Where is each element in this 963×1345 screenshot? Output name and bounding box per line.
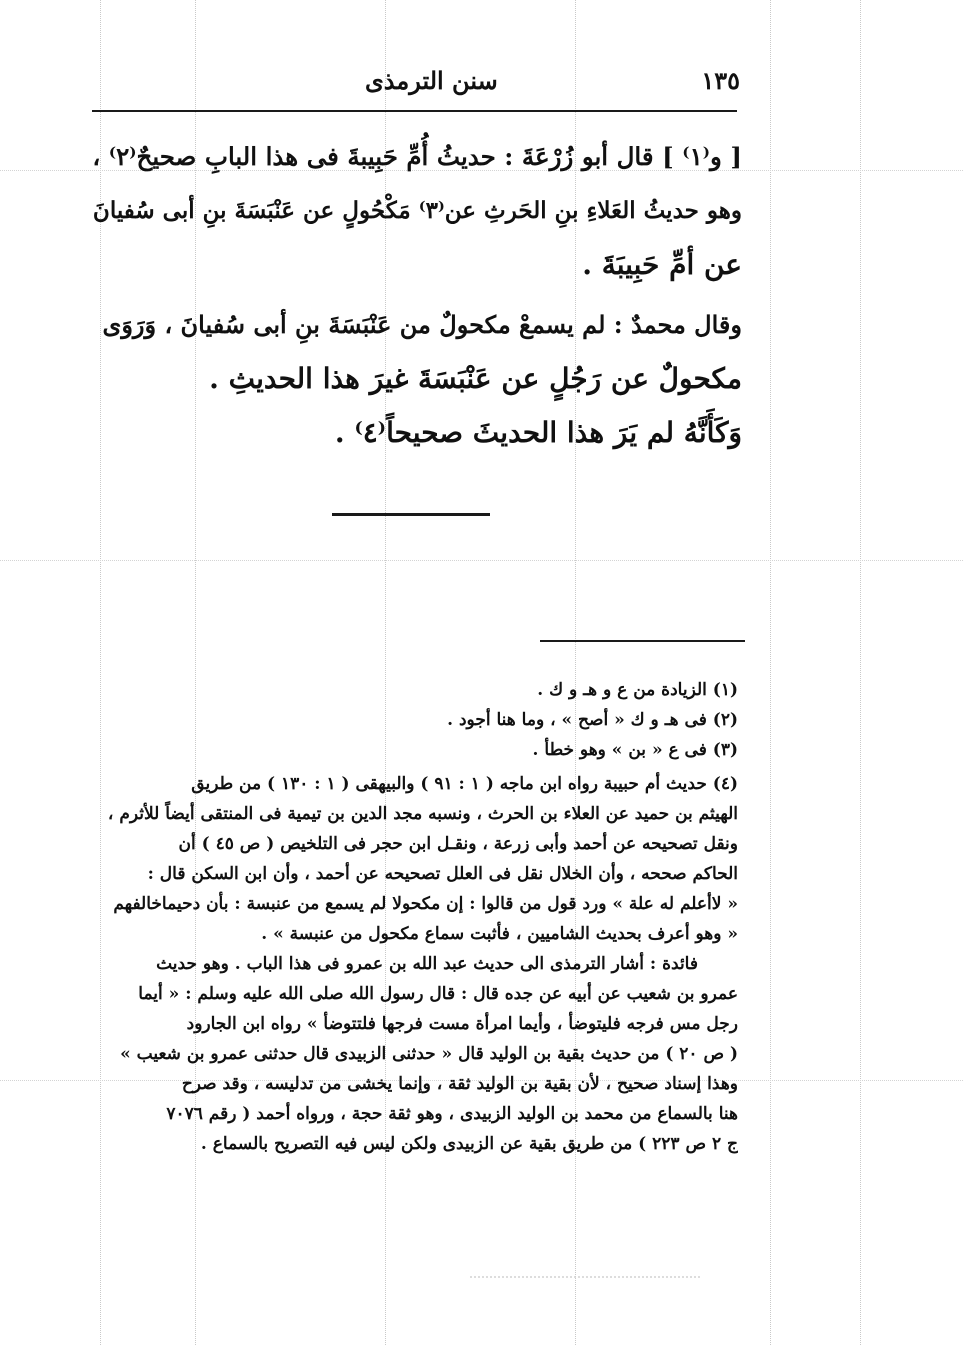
main-text-line: عن أمِّ حَبِيبَةَ . xyxy=(582,248,742,281)
footnote-1: (١) الزيادة من ع و هـ و ك . xyxy=(537,680,738,700)
page-header xyxy=(90,62,740,102)
scan-guide-line xyxy=(770,0,771,1345)
footnote-4-line: « وهو أعرف بحديث الشاميين ، فأثبت سماع مكحول من عنبسة » . xyxy=(261,924,738,944)
benefit-note-line: ج ٢ ص ٢٢٣ ) من طريق بقية عن الزبيدى ولكن ليس فيه التصريح بالسماع . xyxy=(200,1134,738,1154)
benefit-note-line: وهذا إسناد صحيح ، لأن بقية بن الوليد ثقة ، وإنما يخشى من تدليسه ، وقد صرح xyxy=(181,1074,738,1094)
main-text-line: وَكَأَنَّهُ لم يَرَ هذا الحديثَ صحيحاً⁽٤⁾ . xyxy=(334,416,742,449)
footnote-4-line: ونقل تصحيحه عن أحمد وأبى زرعة ، ونقـل ابن حجر فى التلخيص ( ص ٤٥ ) أن xyxy=(178,834,738,854)
main-text-line: وقال محمدٌ : لم يسمعْ مكحولٌ من عَنْبَسَةَ بنِ أبى سُفيانَ ، وَرَوَى xyxy=(102,310,742,339)
footnote-separator xyxy=(540,640,745,642)
running-title: سنن الترمذى xyxy=(365,66,498,95)
header-rule xyxy=(92,110,737,112)
footnote-2: (٢) فى هـ و ك « أصح » ، وما هنا أجود . xyxy=(447,710,738,730)
benefit-note-line: ( ص ٢٠ ) من حديث بقية بن الوليد قال « حدثنى الزبيدى قال حدثنى عمرو بن شعيب » xyxy=(120,1044,738,1064)
footnote-4-line: الحاكم صححه ، وأن الخلال نقل فى العلل تصحيحه عن أحمد ، وأن ابن السكن قال : xyxy=(147,864,738,884)
benefit-note-line: فائدة : أشار الترمذى الى حديث عبد الله بن عمرو فى هذا الباب . وهو حديث xyxy=(156,954,698,974)
section-end-rule xyxy=(332,513,490,516)
main-text-line: مكحولٌ عن رَجُلٍ عن عَنْبَسَةَ غيرَ هذا الحديثِ . xyxy=(209,362,742,395)
main-text-line: وهو حديثُ العَلاءِ بنِ الحَرثِ عن⁽٣⁾ مَكْحُولٍ عن عَنْبَسَةَ بنِ أبى سُفيانَ xyxy=(92,197,742,224)
main-text xyxy=(92,130,742,460)
footnote-4-line: (٤) حديث أم حبيبة رواه ابن ماجه ( ١ : ٩١ ) والبيهقى ( ١ : ١٣٠ ) من طريق xyxy=(191,774,738,794)
scan-guide-line xyxy=(860,0,861,1345)
benefit-note-line: هنا بالسماع من محمد بن الوليد الزبيدى ، وهو ثقة حجة ، ورواه أحمد ( رقم ٧٠٧٦ xyxy=(166,1104,738,1124)
page-number: ١٣٥ xyxy=(701,66,740,95)
faded-scan-trace xyxy=(470,1262,700,1278)
main-text-line: [ و⁽١⁾ ] قال أبو زُرْعَةَ : حديثُ أُمِّ حَبِيبةَ فى هذا البابِ صحيحٌ⁽٢⁾ ، xyxy=(92,142,742,171)
footnote-4-line: الهيثم بن حميد عن العلاء بن الحرث ، ونسبه مجد الدين بن تيمية فى المنتقى أيضاً للأثرم ، xyxy=(107,804,738,824)
footnote-4-line: « لاأعلم له علة » ورد قول من قالوا : إن مكحولا لم يسمع من عنبسة : بأن دحيماخالفهم xyxy=(113,894,738,914)
benefit-note-line: عمرو بن شعيب عن أبيه عن جده قال : قال رسول الله صلى الله عليه وسلم : « أيما xyxy=(138,984,738,1004)
scan-guide-line xyxy=(0,560,963,561)
footnote-3: (٣) فى ع « بن » وهو خطأ . xyxy=(532,740,738,760)
benefit-note-line: رجل مس فرجه فليتوضأ ، وأيما امرأة مست فرجها فلتتوضأ » رواه ابن الجارود xyxy=(186,1014,738,1034)
footnotes xyxy=(90,675,738,1159)
